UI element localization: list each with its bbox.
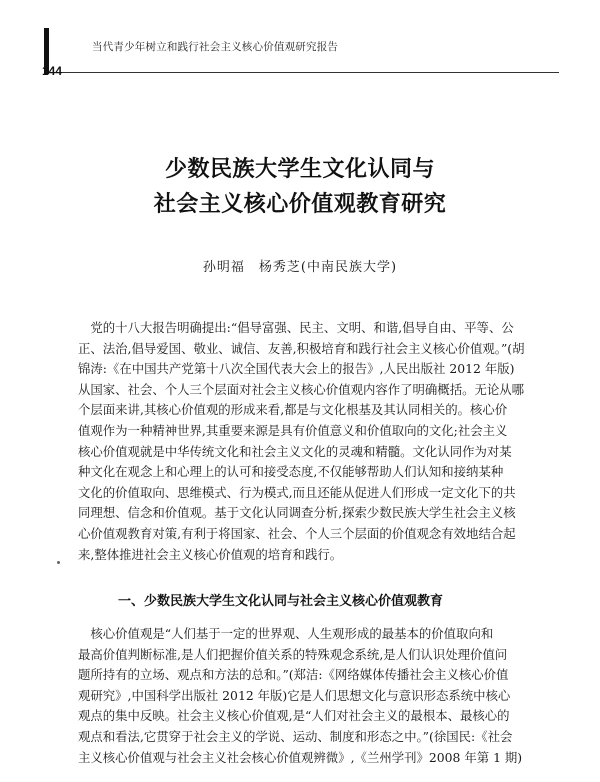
- text-line: 值观作为一种精神世界,其重要来源是具有价值意义和价值取向的文化;社会主义: [78, 422, 508, 438]
- text-line: 观研究》,中国科学出版社 2012 年版)它是人们思想文化与意识形态系统中核心: [78, 687, 511, 703]
- text-line: 种文化在观念上和心理上的认可和接受态度,不仅能够帮助人们认知和接纳某种: [78, 464, 504, 480]
- text-line: 观点的集中反映。社会主义核心价值观,是“人们对社会主义的最根本、最核心的: [78, 708, 510, 724]
- text-line: 观点和看法,它贯穿于社会主义的学说、运动、制度和形态之中。”(徐国民:《社会: [78, 728, 513, 744]
- text-line: 锦涛:《在中国共产党第十八次全国代表大会上的报告》,人民出版社 2012 年版): [78, 361, 515, 377]
- text-line: 主义核心价值观与社会主义社会核心价值观辨微》,《兰州学刊》2008 年第 1 期): [78, 749, 523, 765]
- article-authors: 孙明福 杨秀芝(中南民族大学): [202, 260, 398, 275]
- page-number: 144: [42, 64, 63, 78]
- text-line: 核心价值观是“人们基于一定的世界观、人生观形成的最基本的价值取向和: [78, 626, 494, 641]
- article-title-line-2: 社会主义核心价值观教育研究: [153, 192, 447, 217]
- text-line: 正、法治,倡导爱国、敬业、诚信、友善,积极培育和践行社会主义核心价值观。”(胡: [78, 340, 525, 356]
- text-line: 同理想、信念和价值观。基于文化认同调查分析,探索少数民族大学生社会主义核: [78, 505, 516, 521]
- text-line: 心价值观教育对策,有利于将国家、社会、个人三个层面的价值观念有效地结合起: [78, 525, 516, 541]
- text-line: 文化的价值取向、思维模式、行为模式,而且还能从促进人们形成一定文化下的共: [78, 484, 516, 500]
- header-underline: [49, 72, 559, 73]
- text-line: 来,整体推进社会主义核心价值观的培育和践行。: [78, 546, 343, 562]
- text-line: 最高价值判断标准,是人们把握价值关系的特殊观念系统,是人们认识处理价值问: [78, 646, 508, 662]
- section-heading: 一、少数民族大学生文化认同与社会主义核心价值观教育: [118, 594, 444, 609]
- text-line: 党的十八大报告明确提出:“倡导富强、民主、文明、和谐,倡导自由、平等、公: [78, 320, 514, 335]
- text-line: 题所持有的立场、观点和方法的总和。”(郑洁:《网络媒体传播社会主义核心价值: [78, 667, 509, 683]
- article-title-line-1: 少数民族大学生文化认同与: [164, 157, 435, 182]
- text-line: 个层面来讲,其核心价值观的形成来看,都是与文化根基及其认同相关的。核心价: [78, 402, 508, 418]
- running-head: 当代青少年树立和践行社会主义核心价值观研究报告: [92, 41, 339, 53]
- section-1-paragraph: [78, 624, 544, 768]
- margin-mark: [57, 561, 60, 564]
- text-line: 核心价值观就是中华传统文化和社会主义文化的灵魂和精髓。文化认同作为对某: [78, 443, 512, 459]
- intro-paragraph: [78, 318, 544, 565]
- text-line: 从国家、社会、个人三个层面对社会主义核心价值观内容作了明确概括。无论从哪: [78, 381, 525, 397]
